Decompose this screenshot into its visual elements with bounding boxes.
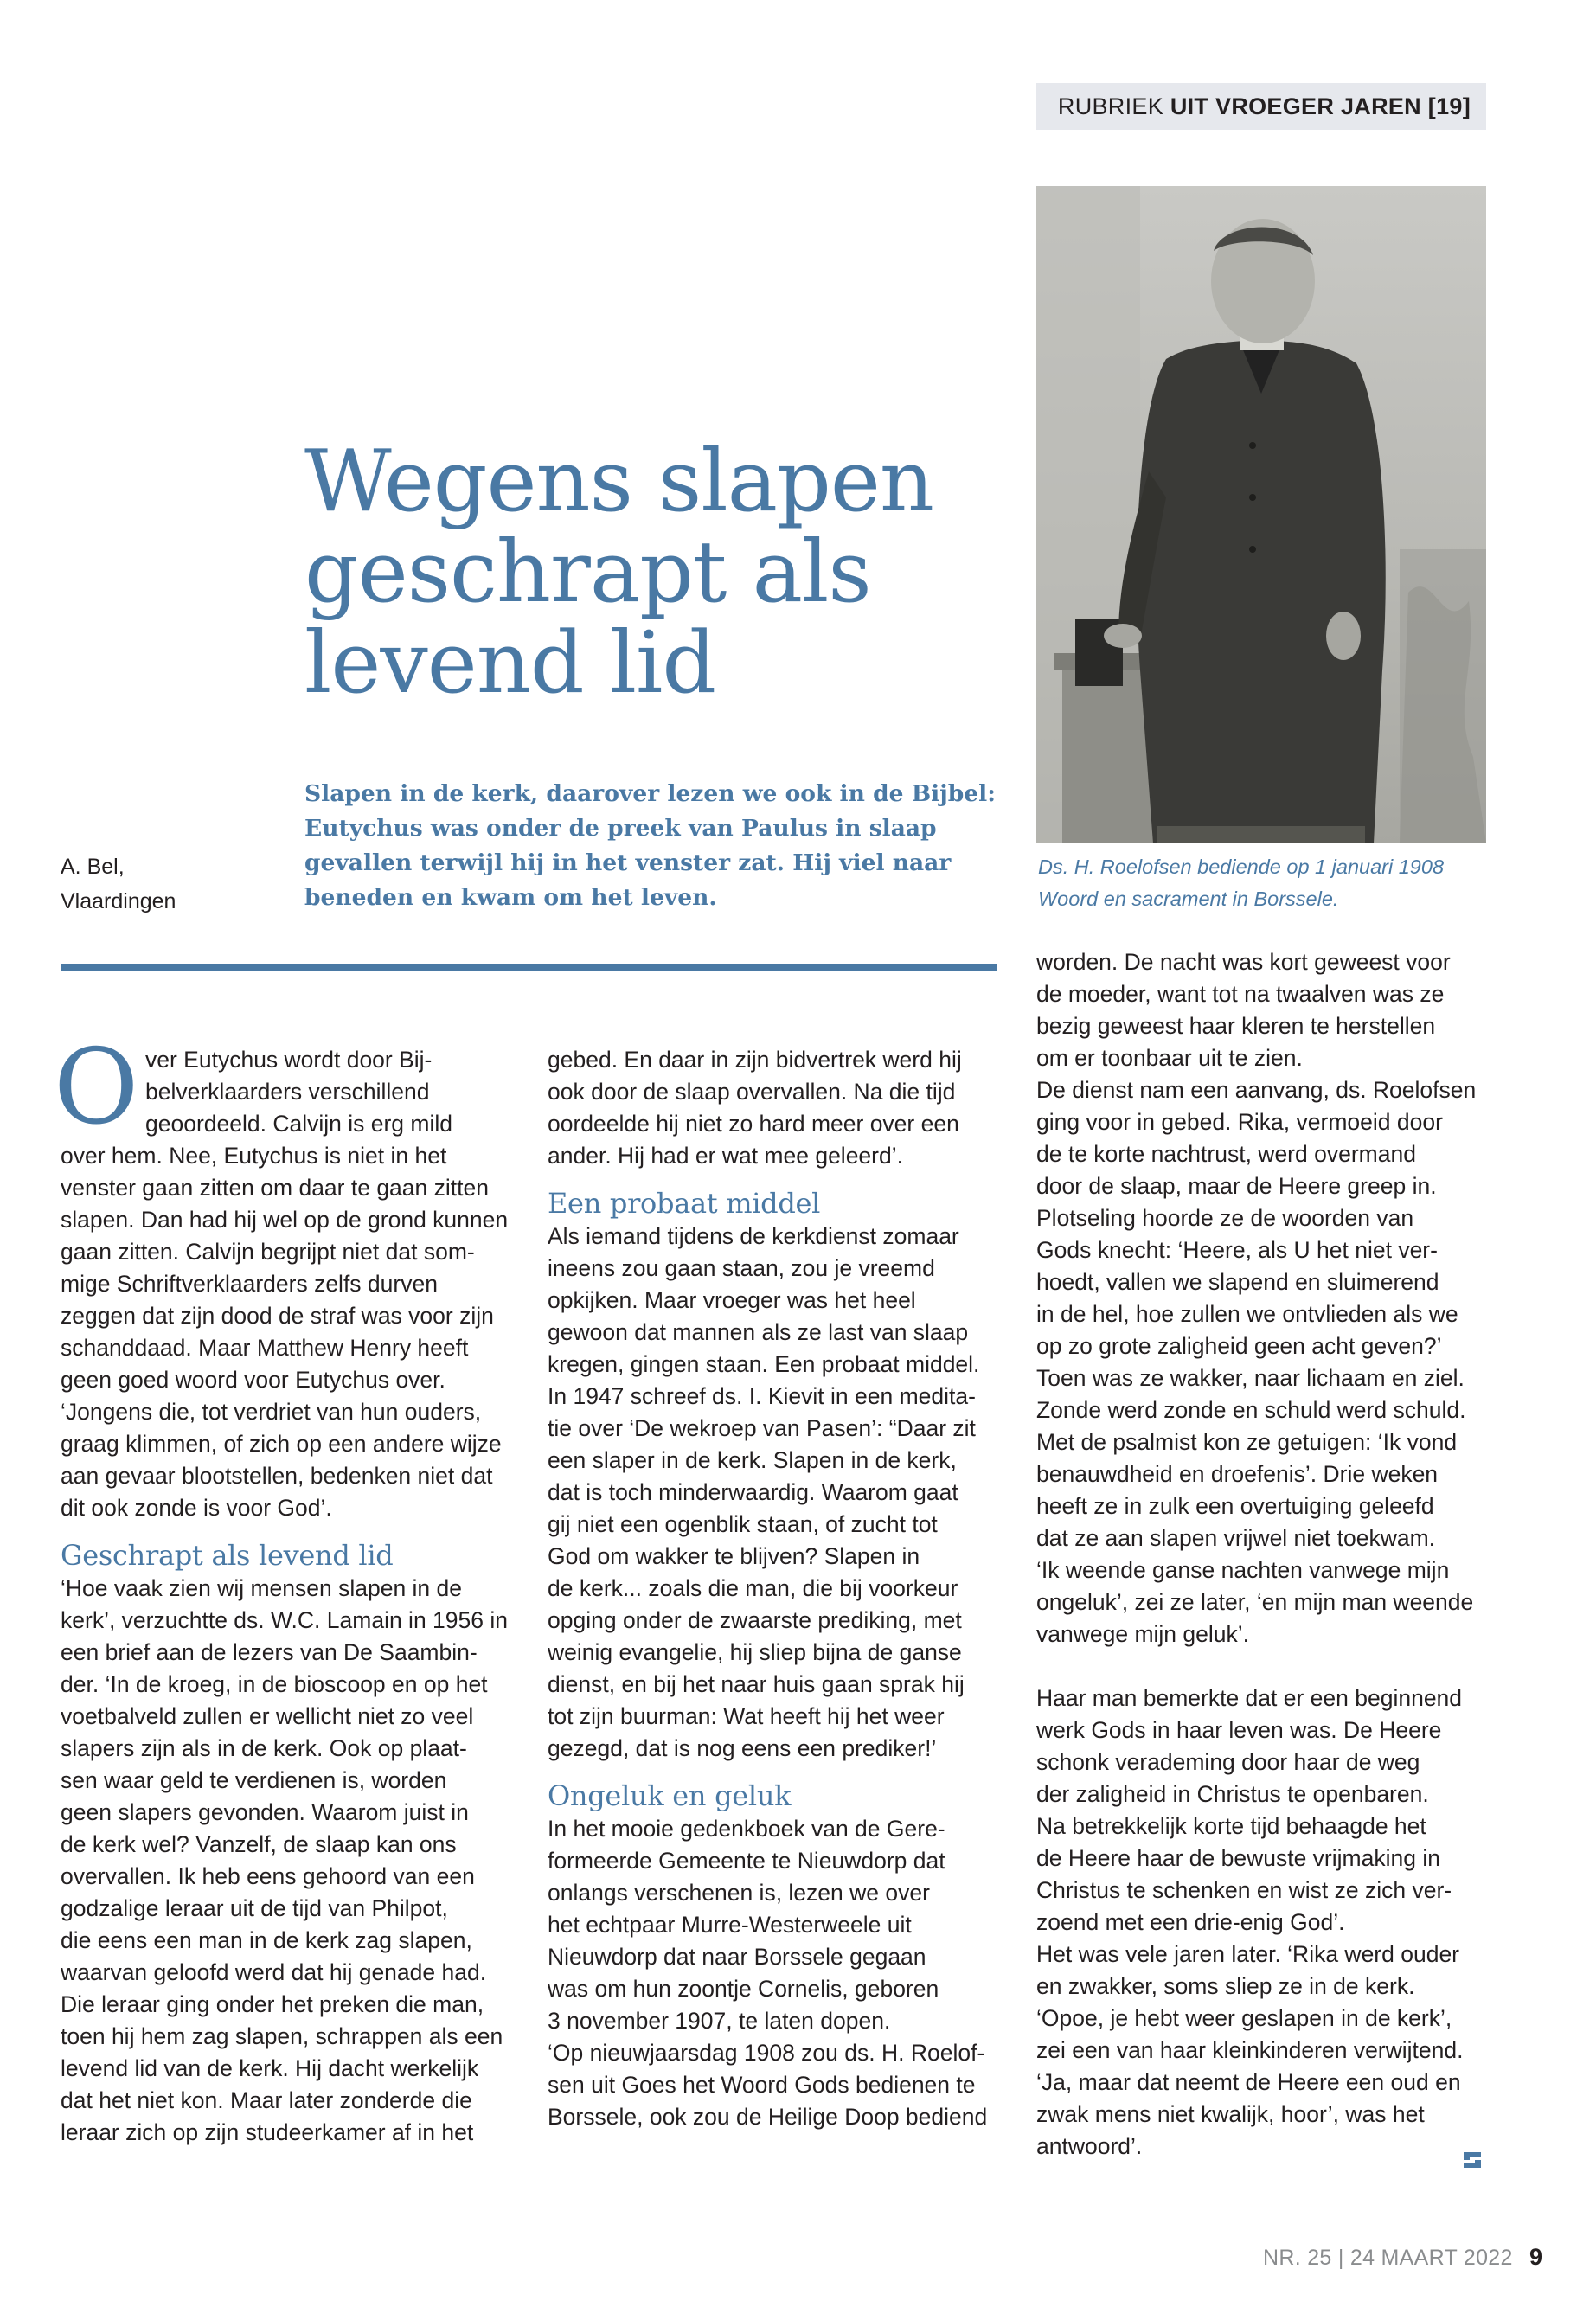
body-line: tie over ‘De wekroep van Pasen’: “Daar zit — [548, 1415, 976, 1441]
drop-cap: O — [54, 1028, 139, 1148]
body-line: mige Schriftverklaarders zelfs durven — [61, 1271, 438, 1297]
body-line: Borssele, ook zou de Heilige Doop bediend — [548, 2104, 988, 2130]
body-line: gebed. En daar in zijn bidvertrek werd hij — [548, 1047, 962, 1073]
body-line: kerk’, verzuchtte ds. W.C. Lamain in 1956 in — [61, 1607, 508, 1633]
body-line: zeggen dat zijn dood de straf was voor zijn — [61, 1303, 494, 1329]
body-line: schonk verademing door haar de weg — [1036, 1749, 1420, 1775]
body-line: een slaper in de kerk. Slapen in de kerk, — [548, 1447, 957, 1473]
body-line: dit ook zonde is voor God’. — [61, 1495, 332, 1521]
divider-rule — [61, 964, 997, 971]
body-line: dat is toch minderwaardig. Waarom gaat — [548, 1479, 958, 1505]
body-line: Met de psalmist kon ze getuigen: ‘Ik vond — [1036, 1429, 1458, 1455]
body-line: ‘Jongens die, tot verdriet van hun ouders, — [61, 1399, 482, 1425]
body-line: Zonde werd zonde en schuld werd schuld. — [1036, 1397, 1466, 1423]
body-line: de Heere haar de bewuste vrijmaking in — [1036, 1845, 1440, 1871]
title-line: geschrapt als — [304, 523, 871, 622]
author-byline — [61, 849, 176, 919]
body-line: geoordeeld. Calvijn is erg mild — [145, 1111, 452, 1137]
body-line: ineens zou gaan staan, zou je vreemd — [548, 1255, 935, 1281]
body-line: over hem. Nee, Eutychus is niet in het — [61, 1143, 447, 1169]
body-line: dienst, en bij het naar huis gaan sprak hij — [548, 1671, 965, 1697]
body-line: weinig evangelie, hij sliep bijna de ganse — [548, 1639, 962, 1665]
body-line: was om hun zoontje Cornelis, geboren — [548, 1976, 939, 2002]
body-line: de kerk... zoals die man, die bij voorkeur — [548, 1575, 958, 1601]
body-line: geen goed woord voor Eutychus over. — [61, 1367, 445, 1393]
body-line: ver Eutychus wordt door Bij- — [145, 1047, 433, 1073]
body-line: ook door de slaap overvallen. Na die tijd — [548, 1079, 956, 1105]
body-line: hoedt, vallen we slapend en sluimerend — [1036, 1269, 1439, 1295]
body-line: toen hij hem zag slapen, schrappen als een — [61, 2023, 503, 2049]
author-place: Vlaardingen — [61, 889, 176, 913]
body-line: ‘Opoe, je hebt weer geslapen in de kerk’, — [1036, 2005, 1452, 2031]
body-line: een brief aan de lezers van De Saambin- — [61, 1639, 478, 1665]
body-line: In het mooie gedenkboek van de Gere- — [548, 1816, 945, 1842]
body-line: werk Gods in haar leven was. De Heere — [1036, 1717, 1442, 1743]
body-line: door de slaap, maar de Heere greep in. — [1036, 1173, 1437, 1199]
body-line: in de hel, hoe zullen we ontvlieden als we — [1036, 1301, 1458, 1327]
body-line: Toen was ze wakker, naar lichaam en ziel. — [1036, 1365, 1465, 1391]
body-line: belverklaarders verschillend — [145, 1079, 430, 1105]
section-name: UIT VROEGER JAREN [19] — [1170, 93, 1471, 119]
body-line: Na betrekkelijk korte tijd behaagde het — [1036, 1813, 1426, 1839]
end-mark-icon — [1462, 2150, 1483, 2170]
body-line: benauwdheid en droefenis’. Drie weken — [1036, 1461, 1439, 1487]
body-line: heeft ze in zulk een overtuiging geleefd — [1036, 1493, 1434, 1519]
body-line: ongeluk’, zei ze later, ‘en mijn man weende — [1036, 1589, 1474, 1615]
subheading: Een probaat middel — [548, 1187, 821, 1220]
body-line: oordeelde hij niet zo hard meer over een — [548, 1111, 959, 1137]
body-line: Die leraar ging onder het preken die man, — [61, 1991, 484, 2017]
subheading: Ongeluk en geluk — [548, 1779, 792, 1812]
body-line: ‘Ja, maar dat neemt de Heere een oud en — [1036, 2069, 1461, 2095]
body-line: op zo grote zaligheid geen acht geven?’ — [1036, 1333, 1442, 1359]
paragraph-gap — [1036, 1650, 1495, 1682]
body-line: voetbalveld zullen er wellicht niet zo veel — [61, 1703, 474, 1729]
body-line: ging voor in gebed. Rika, vermoeid door — [1036, 1109, 1443, 1135]
body-line: gezegd, dat is nog eens een prediker!’ — [548, 1735, 937, 1761]
article-title — [304, 433, 997, 713]
body-line: Het was vele jaren later. ‘Rika werd ouder — [1036, 1941, 1460, 1967]
page-number: 9 — [1529, 2244, 1543, 2270]
body-line: ‘Ik weende ganse nachten vanwege mijn — [1036, 1557, 1450, 1583]
body-line: zwak mens niet kwalijk, hoor’, was het — [1036, 2101, 1425, 2127]
intro-line: gevallen terwijl hij in het venster zat. Hij viel naar — [304, 849, 952, 876]
intro-lead — [304, 777, 1005, 915]
photo-caption — [1038, 851, 1488, 915]
body-line: sen uit Goes het Woord Gods bedienen te — [548, 2072, 976, 2098]
body-line: zoend met een drie-enig God’. — [1036, 1909, 1345, 1935]
caption-line: Woord en sacrament in Borssele. — [1038, 888, 1339, 910]
body-line: ander. Hij had er wat mee geleerd’. — [548, 1143, 903, 1169]
body-line: gewoon dat mannen als ze last van slaap — [548, 1319, 969, 1345]
body-line: de moeder, want tot na twaalven was ze — [1036, 981, 1445, 1007]
body-line: De dienst nam een aanvang, ds. Roelofsen — [1036, 1077, 1477, 1103]
body-line: gij niet een ogenblik staan, of zucht tot — [548, 1511, 938, 1537]
intro-line: Eutychus was onder de preek van Paulus in slaap — [304, 815, 937, 842]
section-header — [1036, 83, 1486, 130]
body-line: levend lid van de kerk. Hij dacht werkelijk — [61, 2055, 479, 2081]
body-line: leraar zich op zijn studeerkamer af in het — [61, 2119, 474, 2145]
column-3 — [1036, 946, 1495, 2163]
body-line: worden. De nacht was kort geweest voor — [1036, 949, 1451, 975]
caption-line: Ds. H. Roelofsen bediende op 1 januari 1908 — [1038, 856, 1445, 878]
body-line: waarvan geloofd werd dat hij genade had. — [61, 1959, 487, 1985]
body-line: Christus te schenken en wist ze zich ver- — [1036, 1877, 1452, 1903]
body-line: In 1947 schreef ds. I. Kievit in een medita- — [548, 1383, 976, 1409]
column-2 — [548, 1044, 1006, 2133]
body-line: Gods knecht: ‘Heere, als U het niet ver- — [1036, 1237, 1438, 1263]
body-line: antwoord’. — [1036, 2133, 1143, 2159]
body-line: ‘Hoe vaak zien wij mensen slapen in de — [61, 1575, 463, 1601]
body-line: die eens een man in de kerk zag slapen, — [61, 1927, 472, 1953]
body-line: slapers zijn als in de kerk. Ook op plaat- — [61, 1735, 467, 1761]
body-line: ‘Op nieuwjaarsdag 1908 zou ds. H. Roelof- — [548, 2040, 985, 2066]
body-line: Plotseling hoorde ze de woorden van — [1036, 1205, 1414, 1231]
body-line: tot zijn buurman: Wat heeft hij het weer — [548, 1703, 945, 1729]
body-line: bezig geweest haar kleren te herstellen — [1036, 1013, 1436, 1039]
body-line: de kerk wel? Vanzelf, de slaap kan ons — [61, 1831, 457, 1857]
body-line: en zwakker, soms sliep ze in de kerk. — [1036, 1973, 1415, 1999]
body-line: sen waar geld te verdienen is, worden — [61, 1767, 447, 1793]
portrait-photo — [1036, 186, 1486, 843]
title-line: Wegens slapen — [304, 433, 933, 531]
body-line: Als iemand tijdens de kerkdienst zomaar — [548, 1223, 959, 1249]
body-line: om er toonbaar uit te zien. — [1036, 1045, 1303, 1071]
body-line: de te korte nachtrust, werd overmand — [1036, 1141, 1416, 1167]
body-line: 3 november 1907, te laten dopen. — [548, 2008, 891, 2034]
body-line: dat ze aan slapen vrijwel niet toekwam. — [1036, 1525, 1436, 1551]
body-line: Haar man bemerkte dat er een beginnend — [1036, 1685, 1463, 1711]
body-line: venster gaan zitten om daar te gaan zitten — [61, 1175, 489, 1201]
body-line: God om wakker te blijven? Slapen in — [548, 1543, 920, 1569]
body-line: geen slapers gevonden. Waarom juist in — [61, 1799, 469, 1825]
body-line: der zaligheid in Christus te openbaren. — [1036, 1781, 1429, 1807]
body-line: aan gevaar blootstellen, bedenken niet dat — [61, 1463, 493, 1489]
author-name: A. Bel, — [61, 855, 125, 879]
subheading: Geschrapt als levend lid — [61, 1539, 394, 1572]
title-line: levend lid — [304, 614, 716, 713]
body-line: kregen, gingen staan. Een probaat middel. — [548, 1351, 980, 1377]
section-prefix: RUBRIEK — [1057, 93, 1164, 119]
body-line: graag klimmen, of zich op een andere wijze — [61, 1431, 502, 1457]
body-line: Nieuwdorp dat naar Borssele gegaan — [548, 1944, 926, 1970]
body-line: onlangs verschenen is, lezen we over — [548, 1880, 930, 1906]
body-line: zei een van haar kleinkinderen verwijtend. — [1036, 2037, 1464, 2063]
body-line: der. ‘In de kroeg, in de bioscoop en op het — [61, 1671, 488, 1697]
body-line: opkijken. Maar vroeger was het heel — [548, 1287, 916, 1313]
intro-line: Slapen in de kerk, daarover lezen we ook in de Bijbel: — [304, 780, 997, 807]
body-line: opging onder de zwaarste prediking, met — [548, 1607, 962, 1633]
column-1 — [61, 1044, 510, 2149]
issue-info: NR. 25 | 24 MAART 2022 — [1263, 2246, 1513, 2270]
body-line: het echtpaar Murre-Westerweele uit — [548, 1912, 912, 1938]
body-line: gaan zitten. Calvijn begrijpt niet dat som- — [61, 1239, 475, 1265]
body-line: vanwege mijn geluk’. — [1036, 1621, 1249, 1647]
intro-line: beneden en kwam om het leven. — [304, 884, 717, 911]
body-line: formeerde Gemeente te Nieuwdorp dat — [548, 1848, 945, 1874]
body-line: dat het niet kon. Maar later zonderde die — [61, 2087, 472, 2113]
body-line: godzalige leraar uit de tijd van Philpot, — [61, 1895, 448, 1921]
body-line: schanddaad. Maar Matthew Henry heeft — [61, 1335, 469, 1361]
body-line: slapen. Dan had hij wel op de grond kunnen — [61, 1207, 509, 1233]
body-line: overvallen. Ik heb eens gehoord van een — [61, 1863, 475, 1889]
